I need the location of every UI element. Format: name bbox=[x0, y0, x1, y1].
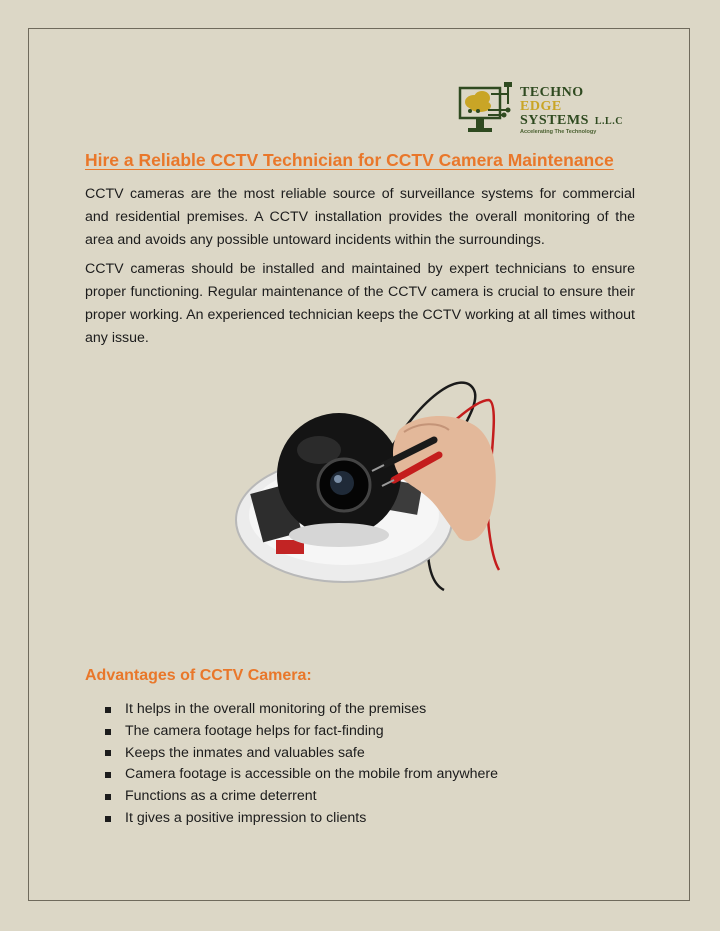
list-item-text: It gives a positive impression to clients bbox=[125, 809, 367, 826]
advantages-list bbox=[105, 699, 498, 830]
logo-tagline: Accelerating The Technology bbox=[520, 129, 597, 135]
list-item bbox=[105, 743, 498, 765]
logo-text-techno: TECHNO bbox=[520, 85, 584, 100]
list-item-text: Keeps the inmates and valuables safe bbox=[125, 744, 365, 761]
logo-llc-suffix: L.L.C bbox=[594, 116, 623, 127]
list-item bbox=[105, 699, 498, 721]
list-item bbox=[105, 786, 498, 808]
list-item bbox=[105, 808, 498, 830]
logo-text-systems bbox=[520, 114, 623, 129]
monitor-cloud-logo-icon bbox=[458, 82, 518, 140]
square-bullet-icon bbox=[105, 772, 111, 778]
list-item-text: Camera footage is accessible on the mobile from anywhere bbox=[125, 766, 499, 783]
page-heading: Hire a Reliable CCTV Technician for CCTV Camera Maintenance bbox=[85, 150, 614, 170]
logo-systems-word: SYSTEMS bbox=[520, 113, 589, 128]
intro-paragraph: CCTV cameras are the most reliable source of surveillance systems for commercial and residential premises. A CCTV installation provides the overall monitoring of the area and avoids any possible untoward incidents within the surroundings. bbox=[85, 186, 635, 248]
square-bullet-icon bbox=[105, 816, 111, 822]
cctv-maintenance-photo bbox=[234, 370, 504, 600]
list-item-text: Functions as a crime deterrent bbox=[125, 788, 317, 805]
list-item bbox=[105, 764, 498, 786]
square-bullet-icon bbox=[105, 729, 111, 735]
square-bullet-icon bbox=[105, 794, 111, 800]
company-logo bbox=[458, 82, 638, 140]
square-bullet-icon bbox=[105, 750, 111, 756]
list-item-text: It helps in the overall monitoring of the premises bbox=[125, 701, 427, 717]
maintenance-paragraph: CCTV cameras should be installed and maintained by expert technicians to ensure proper functioning. Regular maintenance of the CCTV camera is crucial to ensure their proper working. An experienced technician keeps the CCTV working at all times without any issue. bbox=[85, 261, 635, 346]
list-item bbox=[105, 721, 498, 743]
list-item-text: The camera footage helps for fact-finding bbox=[125, 722, 384, 739]
square-bullet-icon bbox=[105, 707, 111, 713]
advantages-heading: Advantages of CCTV Camera: bbox=[85, 667, 312, 684]
logo-text-edge: EDGE bbox=[520, 99, 562, 114]
